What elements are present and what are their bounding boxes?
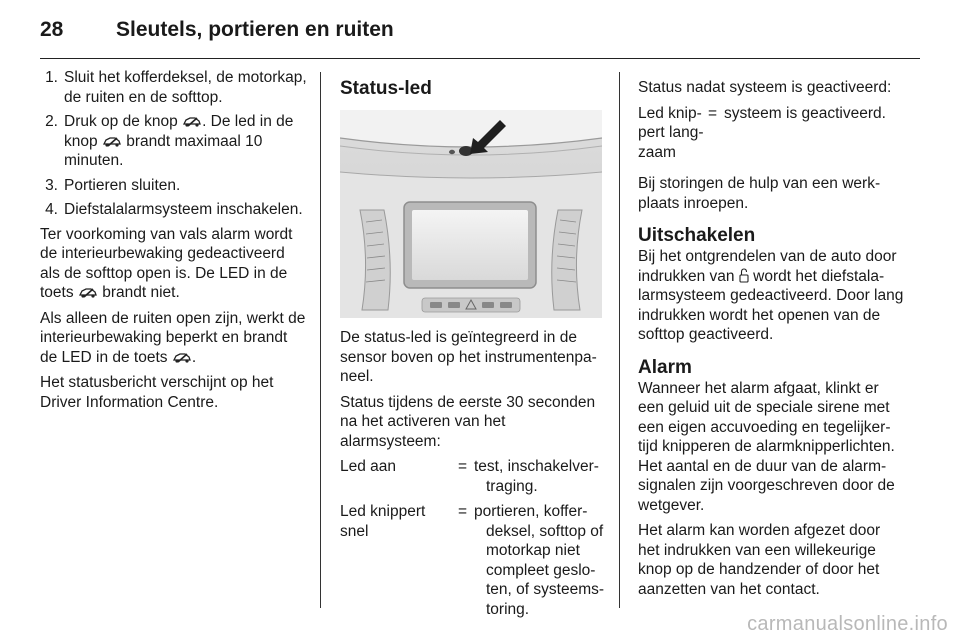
status-intro: Status tijdens de eerste 30 seconden na het activeren van het alarmsysteem: <box>340 393 596 450</box>
paragraph-alarm-1: Wanneer het alarm afgaat, klinkt er een geluid uit de speciale sirene met een eigen accuvoeding en tegelijkertijd knipperen de alarmknipperlichten. Het aantal en de duur van de alarmsignalen zijn voorgeschreven door de wetgever. <box>638 379 895 514</box>
column-middle <box>340 68 606 625</box>
paragraph-windows-open: Als alleen de ruiten open zijn, werkt de interieurbewaking beperkt en brandt de LED in de toets . <box>40 309 306 366</box>
paragraph-deactivate: Bij het ontgrendelen van de auto door indrukken van wordt het diefstalalarmsysteem gedeactiveerd. Door lang indrukken wordt het openen van de softtop geactiveerd. <box>638 248 904 343</box>
status-row-led-fast: Led knippert snel = portieren, koffer- deksel, softtop of motorkap niet compleet gesloten, of systeemstoring. <box>340 503 605 618</box>
list-item: 2. Druk op de knop . De led in de knop brandt maximaal 10 minuten. <box>45 113 294 169</box>
status-row-led-slow: Led knippert langzaam = systeem is geactiveerd. <box>638 104 886 161</box>
section-heading-status-led: Status-led <box>340 78 432 99</box>
column-right <box>638 68 904 605</box>
page-header <box>40 18 394 42</box>
paragraph-alarm-2: Het alarm kan worden afgezet door het indrukken van een willekeurige knop op de handzender of door het aanzetten van het contact. <box>638 522 881 598</box>
status-row-led-on: Led aan = test, inschakelver- traging. <box>340 458 599 495</box>
car-alarm-icon <box>172 351 192 365</box>
page-number: 28 <box>40 18 64 41</box>
section-heading-deactivate: Uitschakelen <box>638 225 756 246</box>
column-divider <box>619 72 620 608</box>
column-left <box>40 68 308 418</box>
page-title: Sleutels, portieren en ruiten <box>116 18 394 41</box>
column-divider <box>320 72 321 608</box>
header-rule <box>40 58 920 59</box>
fault-note: Bij storingen de hulp van een werkplaats inroepen. <box>638 175 881 212</box>
section-heading-alarm: Alarm <box>638 356 692 378</box>
list-item: 4. Diefstalalarmsysteem inschakelen. <box>45 201 303 218</box>
car-alarm-icon <box>182 115 202 129</box>
figure-caption: De status-led is geïntegreerd in de sensor boven op het instrumentenpaneel. <box>340 329 597 385</box>
watermark: carmanualsonline.info <box>747 613 948 635</box>
dashboard-illustration <box>340 110 602 318</box>
list-item: 1. Sluit het kofferdeksel, de motorkap, de ruiten en de softtop. <box>45 69 307 106</box>
status-after-activation: Status nadat systeem is geactiveerd: <box>638 79 892 96</box>
steps-list <box>40 68 308 220</box>
paragraph-false-alarm: Ter voorkoming van vals alarm wordt de interieurbewaking gedeactiveerd als de softtop open is. De LED in de toets brandt niet. <box>40 225 293 301</box>
car-alarm-icon <box>102 135 122 149</box>
dashboard-illustration-image <box>340 110 602 318</box>
paragraph-status-message: Het statusbericht verschijnt op het Driver Information Centre. <box>40 374 274 411</box>
list-item: 3. Portieren sluiten. <box>45 176 181 194</box>
unlock-icon <box>739 268 749 283</box>
car-alarm-icon <box>78 286 98 300</box>
